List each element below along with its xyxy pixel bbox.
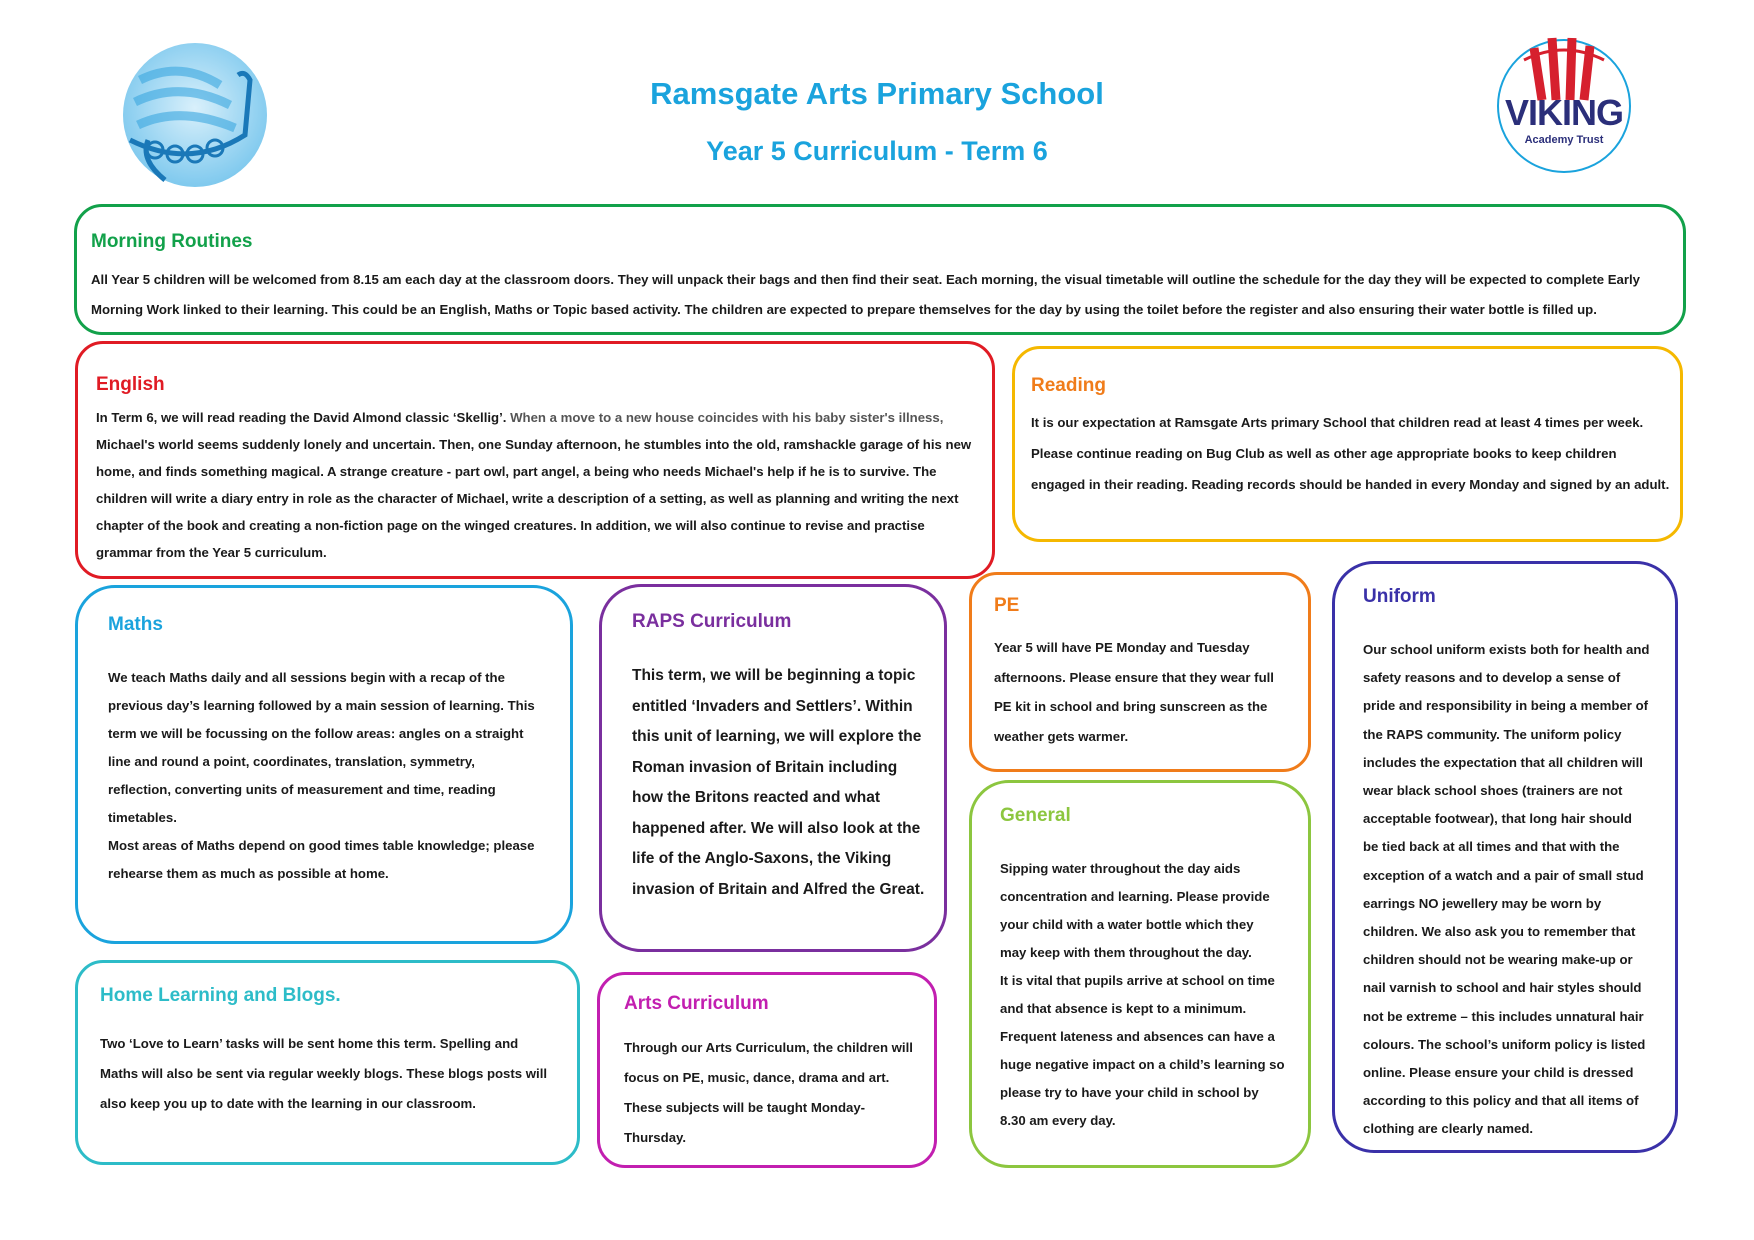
arts-line-2: focus on PE, music, dance, drama and art. bbox=[624, 1070, 890, 1085]
maths-title: Maths bbox=[108, 614, 163, 635]
maths-line-3: term we will be focussing on the follow areas: angles on a straight bbox=[108, 726, 524, 741]
english-line-3: home, and finds something magical. A strange creature - part owl, part angel, a being who needs Michael's help if he is to survive. The bbox=[96, 464, 937, 479]
page-subtitle: Year 5 Curriculum - Term 6 bbox=[706, 136, 1048, 166]
uniform-line-15: colours. The school’s uniform policy is listed bbox=[1363, 1036, 1646, 1052]
viking-academy-trust-logo bbox=[1494, 30, 1634, 176]
pe-box bbox=[969, 572, 1311, 772]
uniform-line-3: pride and responsibility in being a member of bbox=[1363, 698, 1649, 714]
english-line-1-rest: When a move to a new house coincides with his baby sister's illness, bbox=[506, 410, 944, 425]
raps-curriculum-box bbox=[599, 584, 947, 952]
uniform-line-4: the RAPS community. The uniform policy bbox=[1363, 726, 1622, 742]
general-line-4: may keep with them throughout the day. bbox=[1000, 945, 1252, 960]
uniform-line-17: according to this policy and that all items of bbox=[1363, 1093, 1639, 1109]
arts-line-1: Through our Arts Curriculum, the children will bbox=[624, 1040, 913, 1055]
general-line-7: Frequent lateness and absences can have a bbox=[1000, 1029, 1275, 1044]
pe-title: PE bbox=[994, 595, 1020, 616]
raps-line-3: this unit of learning, we will explore the bbox=[632, 728, 922, 745]
school-name: Ramsgate Arts Primary School bbox=[650, 76, 1104, 111]
reading-line-2: Please continue reading on Bug Club as well as other age appropriate books to keep children bbox=[1031, 446, 1617, 461]
morning-routines-box bbox=[74, 204, 1686, 335]
maths-line-6: timetables. bbox=[108, 810, 177, 825]
arts-curriculum-box bbox=[597, 972, 937, 1168]
viking-ship-logo bbox=[120, 40, 270, 190]
raps-line-1: This term, we will be beginning a topic bbox=[632, 667, 916, 684]
reading-line-3: engaged in their reading. Reading records should be handed in every Monday and signed by an adult. bbox=[1031, 477, 1670, 492]
arts-line-3: These subjects will be taught Monday- bbox=[624, 1100, 866, 1115]
general-line-1: Sipping water throughout the day aids bbox=[1000, 861, 1241, 876]
uniform-line-7: acceptable footwear), that long hair should bbox=[1363, 811, 1632, 827]
reading-title: Reading bbox=[1031, 375, 1106, 396]
general-line-3: your child with a water bottle which they bbox=[1000, 917, 1254, 932]
maths-line-5: reflection, converting units of measurement and time, reading bbox=[108, 782, 496, 797]
maths-line-8: rehearse them as much as possible at home. bbox=[108, 866, 389, 881]
home-line-2: Maths will also be sent via regular weekly blogs. These blogs posts will bbox=[100, 1066, 548, 1081]
general-line-5: It is vital that pupils arrive at school on time bbox=[1000, 973, 1275, 988]
pe-line-2: afternoons. Please ensure that they wear full bbox=[994, 669, 1274, 685]
general-line-2: concentration and learning. Please provide bbox=[1000, 889, 1270, 904]
morning-line-1: All Year 5 children will be welcomed from 8.15 am each day at the classroom doors. They will unpack their bags and then find their seat. Each morning, the visual timetable will outline the schedule for the day they will be expected to complete Early bbox=[91, 272, 1640, 287]
english-line-4: children will write a diary entry in role as the character of Michael, write a description of a setting, as well as planning and writing the next bbox=[96, 491, 959, 506]
uniform-line-8: be tied back at all times and that with the bbox=[1363, 839, 1620, 855]
raps-line-4: Roman invasion of Britain including bbox=[632, 758, 898, 776]
raps-line-5: how the Britons reacted and what bbox=[632, 789, 881, 806]
raps-line-2: entitled ‘Invaders and Settlers’. Within bbox=[632, 697, 913, 715]
morning-line-2: Morning Work linked to their learning. This could be an English, Maths or Topic based activity. The children are expected to prepare themselves for the day by using the toilet before the register and also ensuring their water bottle is filled up. bbox=[91, 302, 1597, 317]
arts-line-4: Thursday. bbox=[624, 1130, 687, 1145]
maths-line-4: line and round a point, coordinates, translation, symmetry, bbox=[108, 754, 475, 769]
general-title: General bbox=[1000, 805, 1071, 826]
uniform-line-2: safety reasons and to develop a sense of bbox=[1363, 670, 1621, 686]
home-line-1: Two ‘Love to Learn’ tasks will be sent home this term. Spelling and bbox=[100, 1036, 519, 1051]
maths-box bbox=[75, 585, 573, 944]
logo-sub-text: Academy Trust bbox=[1524, 134, 1604, 146]
reading-line-1: It is our expectation at Ramsgate Arts primary School that children read at least 4 times per week. bbox=[1031, 415, 1644, 430]
uniform-line-18: clothing are clearly named. bbox=[1363, 1121, 1534, 1137]
uniform-line-14: not be extreme – this includes unnatural hair bbox=[1363, 1008, 1644, 1024]
uniform-box bbox=[1332, 561, 1678, 1153]
raps-curriculum-title: RAPS Curriculum bbox=[632, 611, 792, 632]
home-line-3: also keep you up to date with the learning in our classroom. bbox=[100, 1096, 476, 1111]
home-learning-box bbox=[75, 960, 580, 1165]
uniform-line-6: wear black school shoes (trainers are not bbox=[1363, 783, 1623, 799]
raps-line-6: happened after. We will also look at the bbox=[632, 819, 921, 837]
uniform-line-16: online. Please ensure your child is dressed bbox=[1363, 1065, 1634, 1081]
general-box bbox=[969, 780, 1311, 1168]
pe-line-1: Year 5 will have PE Monday and Tuesday bbox=[994, 640, 1250, 655]
uniform-line-1: Our school uniform exists both for health and bbox=[1363, 642, 1650, 657]
pe-line-3: PE kit in school and bring sunscreen as the bbox=[994, 699, 1268, 714]
english-lead: In Term 6, we will read reading the David Almond classic ‘Skellig’. bbox=[96, 410, 507, 425]
maths-line-1: We teach Maths daily and all sessions begin with a recap of the bbox=[108, 670, 505, 685]
raps-line-8: invasion of Britain and Alfred the Great. bbox=[632, 880, 925, 898]
uniform-line-5: includes the expectation that all children will bbox=[1363, 754, 1643, 770]
arts-curriculum-title: Arts Curriculum bbox=[624, 993, 769, 1014]
pe-line-4: weather gets warmer. bbox=[994, 728, 1129, 744]
uniform-title: Uniform bbox=[1363, 586, 1436, 607]
uniform-line-13: nail varnish to school and hair styles should bbox=[1363, 980, 1642, 996]
english-title: English bbox=[96, 374, 165, 395]
reading-box bbox=[1012, 346, 1683, 542]
english-line-5: chapter of the book and creating a non-fiction page on the winged creatures. In addition, we will also continue to revise and practise bbox=[96, 518, 925, 533]
english-box bbox=[75, 341, 995, 579]
english-line-6: grammar from the Year 5 curriculum. bbox=[96, 545, 327, 560]
uniform-line-11: children. We also ask you to remember that bbox=[1363, 924, 1636, 940]
maths-line-7: Most areas of Maths depend on good times table knowledge; please bbox=[108, 838, 535, 853]
english-line-2: Michael's world seems suddenly lonely and uncertain. Then, one Sunday afternoon, he stumbles into the old, ramshackle garage of his new bbox=[96, 437, 972, 452]
maths-line-2: previous day’s learning followed by a main session of learning. This bbox=[108, 698, 535, 713]
uniform-line-9: exception of a watch and a pair of small stud bbox=[1363, 867, 1644, 883]
general-line-6: and that absence is kept to a minimum. bbox=[1000, 1001, 1247, 1016]
general-line-9: please try to have your child in school by bbox=[1000, 1085, 1259, 1100]
uniform-line-10: earrings NO jewellery may be worn by bbox=[1363, 895, 1602, 911]
home-learning-title: Home Learning and Blogs. bbox=[100, 985, 341, 1006]
raps-line-7: life of the Anglo-Saxons, the Viking bbox=[632, 850, 892, 867]
general-line-8: huge negative impact on a child’s learning so bbox=[1000, 1057, 1285, 1072]
uniform-line-12: children should not be wearing make-up or bbox=[1363, 952, 1633, 968]
logo-main-text: VIKING bbox=[1504, 92, 1623, 133]
general-line-10: 8.30 am every day. bbox=[1000, 1113, 1116, 1128]
morning-routines-title: Morning Routines bbox=[91, 231, 253, 252]
